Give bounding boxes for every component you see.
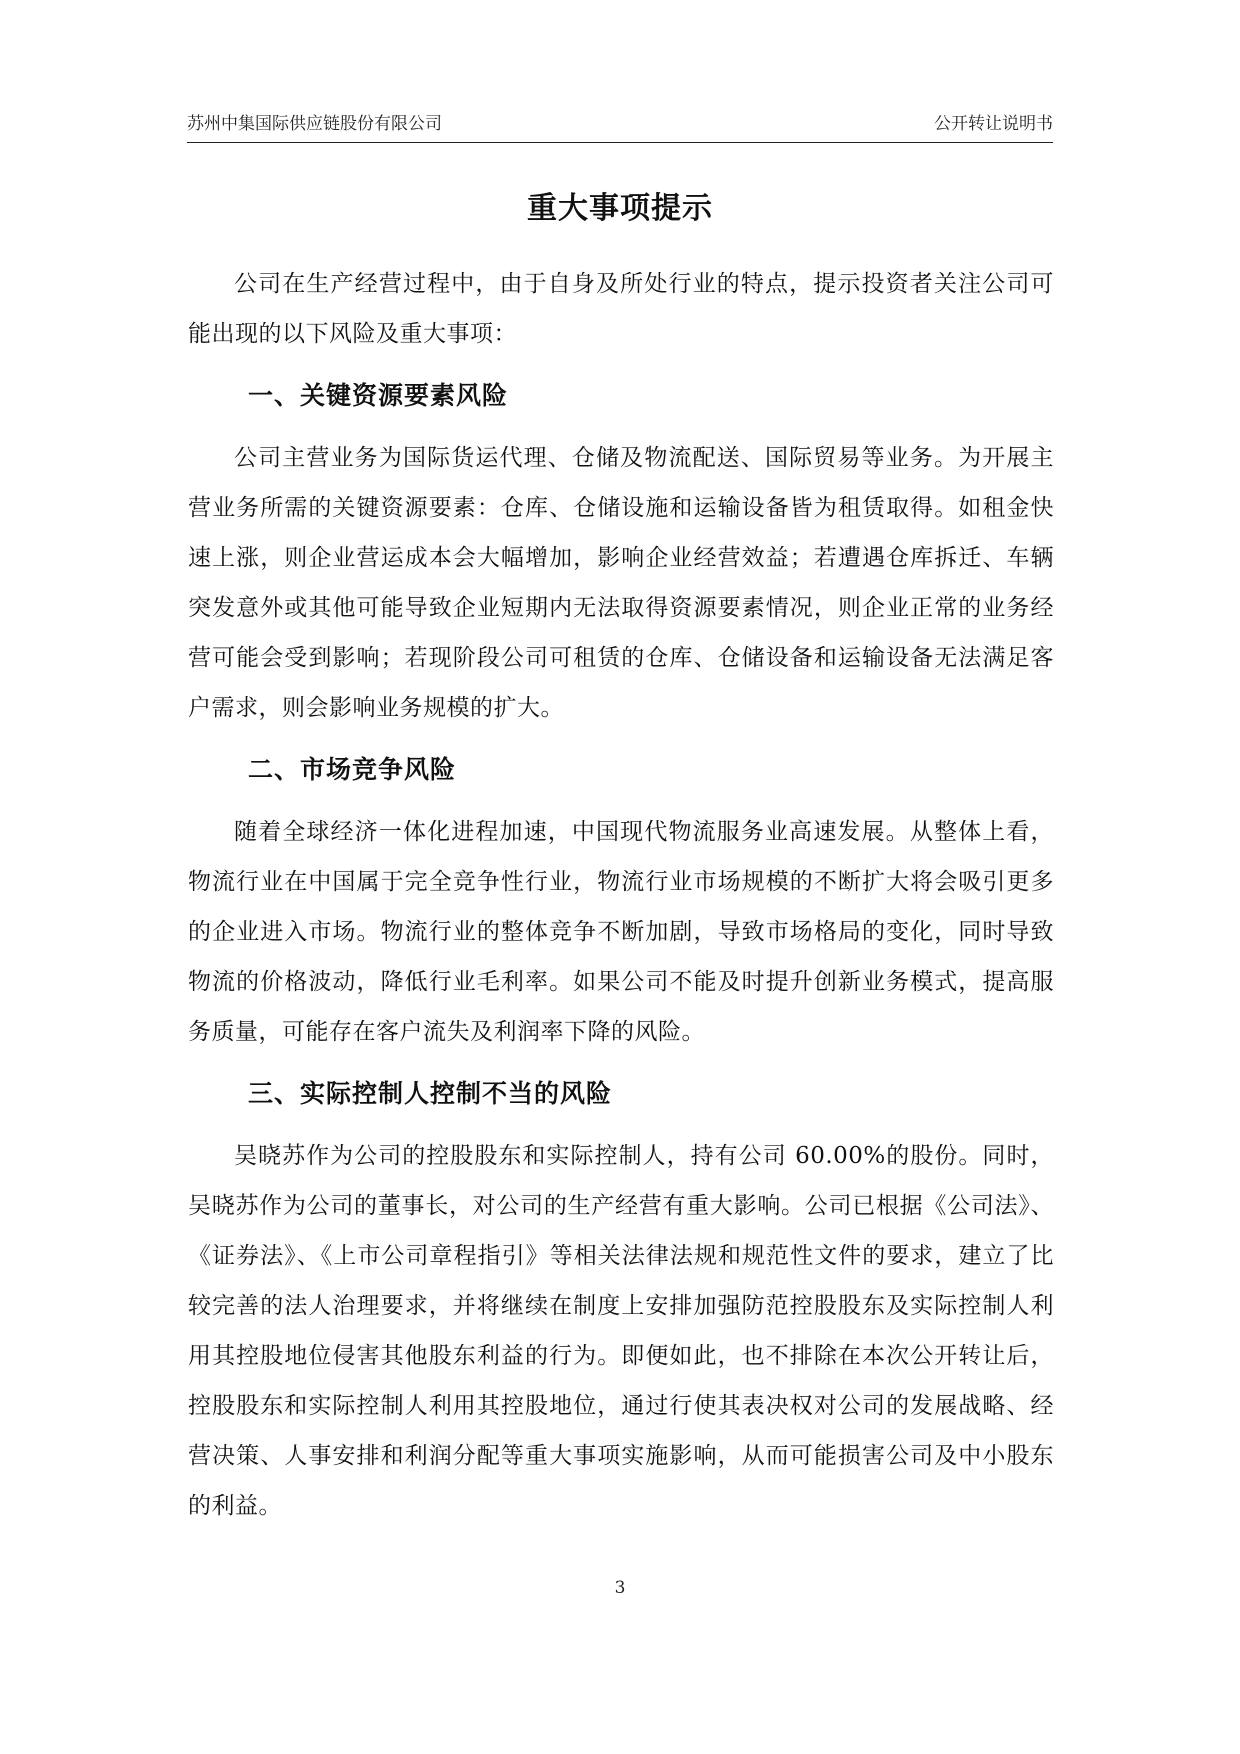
section-body-market-competition: 随着全球经济一体化进程加速，中国现代物流服务业高速发展。从整体上看，物流行业在中国属于完全竞争性行业，物流行业市场规模的不断扩大将会吸引更多的企业进入市场。物流行业的整体竞争不断加剧，导致市场格局的变化，同时导致物流的价格波动，降低行业毛利率。如果公司不能及时提升创新业务模式，提高服务质量，可能存在客户流失及利润率下降的风险。 bbox=[188, 819, 1054, 1045]
section-heading-key-resources: 一、关键资源要素风险 bbox=[248, 381, 509, 410]
page-title: 重大事项提示 bbox=[527, 191, 713, 226]
header-company-name: 苏州中集国际供应链股份有限公司 bbox=[187, 114, 442, 134]
section-heading-controller-risk: 三、实际控制人控制不当的风险 bbox=[248, 1079, 613, 1108]
document-body bbox=[188, 259, 1054, 1531]
section-body-key-resources: 公司主营业务为国际货运代理、仓储及物流配送、国际贸易等业务。为开展主营业务所需的关键资源要素：仓库、仓储设施和运输设备皆为租赁取得。如租金快速上涨，则企业营运成本会大幅增加，影响企业经营效益；若遭遇仓库拆迁、车辆突发意外或其他可能导致企业短期内无法取得资源要素情况，则企业正常的业务经营可能会受到影响；若现阶段公司可租赁的仓库、仓储设备和运输设备无法满足客户需求，则会影响业务规模的扩大。 bbox=[188, 445, 1054, 721]
page-number: 3 bbox=[614, 1578, 626, 1598]
page-header bbox=[187, 98, 1053, 143]
intro-paragraph: 公司在生产经营过程中，由于自身及所处行业的特点，提示投资者关注公司可能出现的以下风险及重大事项： bbox=[188, 271, 1054, 347]
section-heading-market-competition: 二、市场竞争风险 bbox=[248, 755, 457, 784]
header-document-type: 公开转让说明书 bbox=[934, 114, 1053, 134]
section-body-controller-risk: 吴晓苏作为公司的控股股东和实际控制人，持有公司 60.00%的股份。同时，吴晓苏作为公司的董事长，对公司的生产经营有重大影响。公司已根据《公司法》、《证券法》、《上市公司章程指引》等相关法律法规和规范性文件的要求，建立了比较完善的法人治理要求，并将继续在制度上安排加强防范控股股东及实际控制人利用其控股地位侵害其他股东利益的行为。即便如此，也不排除在本次公开转让后，控股股东和实际控制人利用其控股地位，通过行使其表决权对公司的发展战略、经营决策、人事安排和利润分配等重大事项实施影响，从而可能损害公司及中小股东的利益。 bbox=[188, 1143, 1054, 1519]
